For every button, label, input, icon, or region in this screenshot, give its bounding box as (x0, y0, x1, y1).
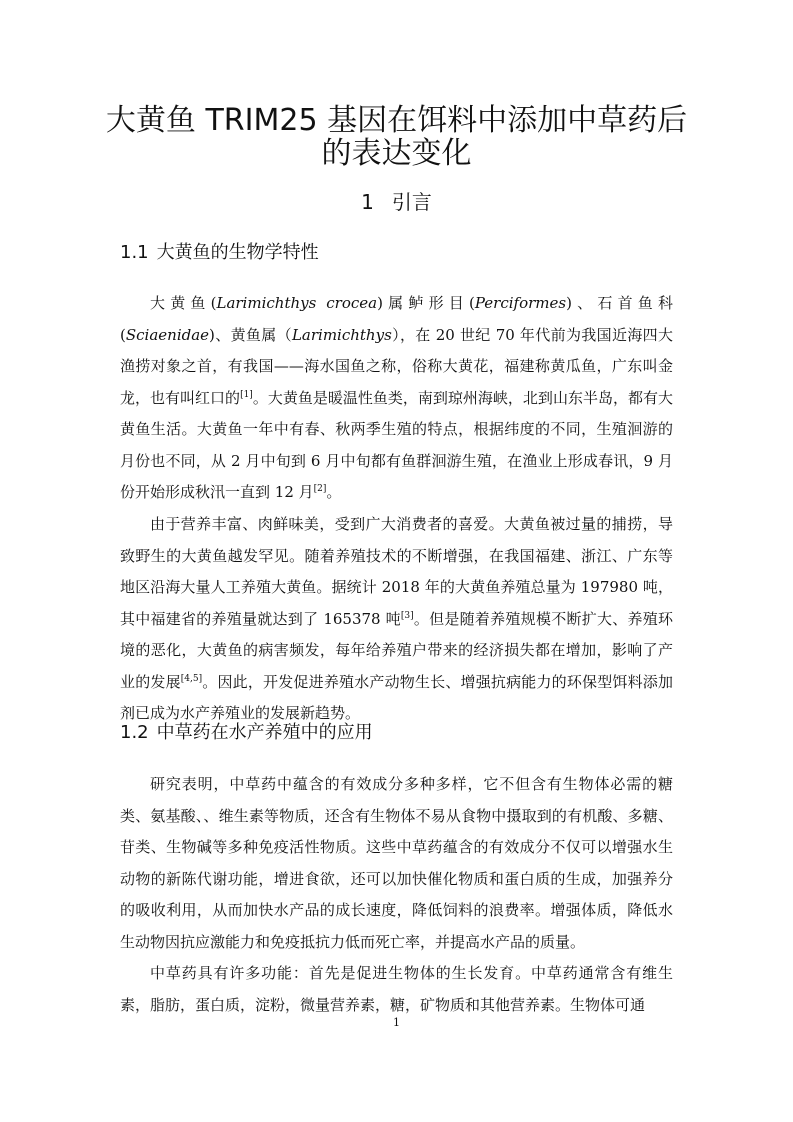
text-run: 由于营养丰富、肉鲜味美，受到广大消费者的喜爱。大黄鱼被过量的捕捞，导致野生的大黄鱼越发罕见。随着养殖技术的不断增强，在我国福建、浙江、广东等地区沿海大量人工养殖大黄鱼。据统计 2018 年的大黄鱼养殖总量为 197980 吨，其中福建省的养殖量就达到了 165378 吨 (120, 515, 673, 628)
latin-name: Perciformes (474, 294, 567, 312)
section-number: 1 (361, 190, 374, 214)
page-number: 1 (393, 1016, 400, 1029)
citation-ref: [4,5] (180, 673, 203, 684)
subsection-title: 大黄鱼的生物学特性 (156, 242, 319, 263)
paragraph-aquaculture (120, 509, 673, 730)
paper-title (80, 104, 713, 170)
paper-title-line-2: 的表达变化 (321, 136, 472, 171)
text-run: 。但是随着养殖规模不断扩大、养殖环境的恶化，大黄鱼的病害频发，每年给养殖户带来的经济损失都在增加，影响了产业的发展 (120, 609, 673, 691)
text-run: 。 (326, 483, 342, 501)
text-run: 。大黄鱼是暖温性鱼类，南到琼州海峡，北到山东半岛，都有大黄鱼生活。大黄鱼一年中有春、秋两季生殖的特点，根据纬度的不同，生殖洄游的月份也不同，从 2 月中旬到 6 月中旬都有鱼群洄游生殖，在渔业上形成春讯，9 月份开始形成秋汛一直到 12 月 (120, 388, 673, 501)
section-heading-introduction (80, 190, 713, 214)
subsection-number: 1.1 (120, 242, 149, 263)
subsection-heading-herbal-medicine (120, 722, 680, 744)
paragraph-herbal-research: 研究表明，中草药中蕴含的有效成分多种多样，它不但含有生物体必需的糖类、氨基酸、、维生素等物质，还含有生物体不易从食物中摄取到的有机酸、多糖、苷类、生物碱等多种免疫活性物质。这些中草药蕴含的有效成分不仅可以增强水生动物的新陈代谢功能，增进食欲，还可以加快催化物质和蛋白质的生成，加强养分的吸收利用，从而加快水产品的成长速度，降低饲料的浪费率。增强体质，降低水生动物因抗应激能力和免疫抵抗力低而死亡率，并提高水产品的质量。 (120, 775, 673, 951)
subsection-title: 中草药在水产养殖中的应用 (156, 722, 373, 743)
text-run: ），在 20 世纪 70 年代前为我国近海四大渔捞对象之首，有我国——海水国鱼之称，俗称大黄花，福建称黄瓜鱼，广东叫金龙，也有叫红口的 (120, 325, 674, 407)
subsection-heading-biology (120, 242, 680, 264)
paper-title-line-1: 大黄鱼 TRIM25 基因在饵料中添加中草药后 (105, 103, 688, 138)
latin-name: Larimichthys (291, 325, 392, 344)
paragraph-herbal-functions: 中草药具有许多功能：首先是促进生物体的生长发育。中草药通常含有维生素，脂肪，蛋白质，淀粉，微量营养素，糖，矿物质和其他营养素。生物体可通 (120, 964, 673, 1014)
paragraph-biology (120, 288, 673, 509)
text-run: 大黄鱼( (150, 294, 217, 312)
latin-name: Sciaenidae (125, 325, 210, 344)
text-run: )属鲈形目( (377, 294, 475, 312)
latin-name: Larimichthys crocea (216, 294, 378, 312)
text-run: )、石首鱼科( (120, 294, 673, 344)
citation-ref: [2] (313, 484, 327, 494)
section-title: 引言 (391, 190, 432, 214)
text-run: 。因此，开发促进养殖水产动物生长、增强抗病能力的环保型饵料添加剂已成为水产养殖业的发展新趋势。 (120, 672, 673, 722)
text-run: )、黄鱼属（ (209, 325, 292, 344)
subsection-number: 1.2 (120, 722, 149, 743)
citation-ref: [3] (400, 610, 414, 621)
citation-ref: [1] (240, 389, 253, 400)
